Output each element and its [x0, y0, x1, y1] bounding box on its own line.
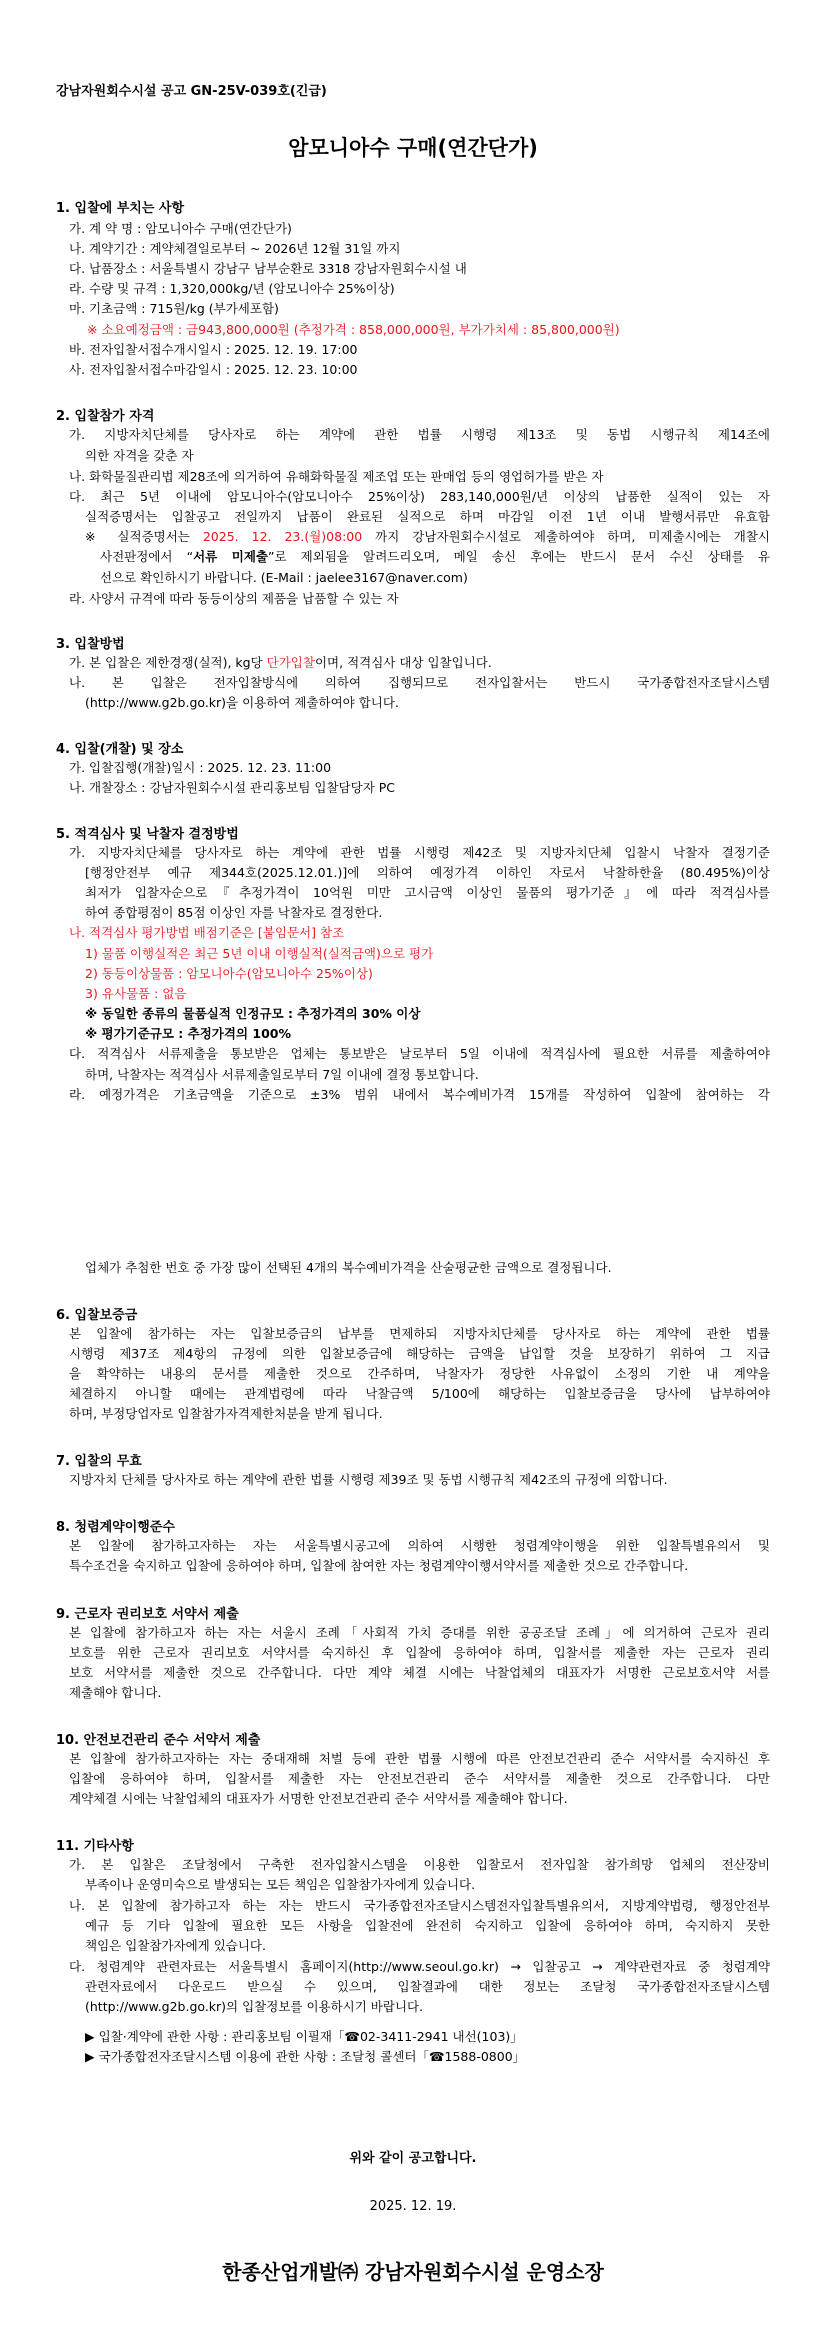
section-line: 나. 본 입찰은 전자입찰방식에 의하여 집행되므로 전자입찰서는 반드시 국가종합전자조달시스템: [69, 675, 770, 690]
section-heading: 5. 적격심사 및 낙찰자 결정방법: [56, 827, 239, 842]
section-heading: 8. 청렴계약이행준수: [56, 1520, 175, 1535]
section-line: [100, 547, 770, 566]
section-line: 나. 화학물질관리법 제28조에 의거하여 유해화학물질 제조업 또는 판매업 등의 영업허가를 받은 자: [69, 469, 604, 484]
section-line: 라. 사양서 규격에 따라 동등이상의 제품을 납품할 수 있는 자: [69, 591, 399, 606]
section-line: 가. 지방자치단체를 당사자로 하는 계약에 관한 법률 시행령 제42조 및 지방자치단체 입찰시 낙찰자 결정기준: [69, 845, 770, 860]
section-line: 을 확약하는 내용의 문서를 제출한 것으로 간주하며, 낙찰자가 정당한 사유없이 소정의 기한 내 계약을: [69, 1366, 770, 1381]
line-fragment: 이며, 적격심사 대상 입찰입니다.: [314, 655, 492, 670]
section-line: [85, 527, 770, 546]
section-heading: 6. 입찰보증금: [56, 1308, 138, 1323]
section-line: 선으로 확인하시기 바랍니다. (E-Mail : jaelee3167@naver.com): [100, 570, 468, 585]
line-fragment: 가. 본 입찰은 제한경쟁(실적), kg당: [69, 655, 267, 670]
section-line: 1) 물품 이행실적은 최근 5년 이내 이행실적(실적금액)으로 평가: [85, 946, 434, 961]
section-line: 하며, 낙찰자는 적격심사 서류제출일로부터 7일 이내에 결정 통보합니다.: [85, 1067, 479, 1082]
section-heading: 10. 안전보건관리 준수 서약서 제출: [56, 1733, 261, 1748]
section-line: 다. 최근 5년 이내에 암모니아수(암모니아수 25%이상) 283,140,000원/년 이상의 납품한 실적이 있는 자: [69, 489, 770, 504]
section-heading: 7. 입찰의 무효: [56, 1454, 142, 1469]
section-line: 계약체결 시에는 낙찰업체의 대표자가 서명한 안전보건관리 준수 서약서를 제출해야 합니다.: [69, 1791, 568, 1806]
section-line: 마. 기초금액 : 715원/kg (부가세포함): [69, 301, 279, 316]
section-line: 다. 청렴계약 관련자료는 서울특별시 홈페이지(http://www.seoul.go.kr) → 입찰공고 → 계약관련자료 중 청렴계약: [69, 1959, 770, 1974]
section-line: 라. 예정가격은 기초금액을 기준으로 ±3% 범위 내에서 복수예비가격 15개를 작성하여 입찰에 참여하는 각: [69, 1087, 770, 1102]
line-fragment: 사전판정에서 “: [100, 549, 194, 564]
section-line: 부족이나 운영미숙으로 발생되는 모든 책임은 입찰참가자에게 있습니다.: [85, 1877, 476, 1892]
section-line: 가. 지방자치단체를 당사자로 하는 계약에 관한 법률 시행령 제13조 및 동법 시행규칙 제14조에: [69, 427, 770, 442]
section-line: 업체가 추첨한 번호 중 가장 많이 선택된 4개의 복수예비가격을 산술평균한 금액으로 결정됩니다.: [85, 1260, 612, 1275]
section-line: ▶ 입찰·계약에 관한 사항 : 관리홍보팀 이필재「☎02-3411-2941 내선(103)」: [85, 2029, 523, 2044]
section-line: 본 입찰에 참가하고자하는 자는 서울특별시공고에 의하여 시행한 청렴계약이행을 위한 입찰특별유의서 및: [69, 1538, 770, 1553]
section-heading: 2. 입찰참가 자격: [56, 409, 155, 424]
section-heading: 4. 입찰(개찰) 및 장소: [56, 742, 184, 757]
section-line: 관련자료에서 다운로드 받으실 수 있으며, 입찰결과에 대한 정보는 조달청 국가종합전자조달시스템: [85, 1979, 770, 1994]
line-fragment: 까지 강남자원회수시설로 제출하여야 하며, 미제출시에는 개찰시: [362, 529, 770, 544]
section-line: 본 입찰에 참가하고자하는 자는 중대재해 처벌 등에 관한 법률 시행에 따른 안전보건관리 준수 서약서를 숙지하신 후: [69, 1751, 770, 1766]
section-line: 특수조건을 숙지하고 입찰에 응하여야 하며, 입찰에 참여한 자는 청렴계약이행서약서를 제출한 것으로 간주합니다.: [69, 1558, 689, 1573]
section-line: 2) 동등이상물품 : 암모니아수(암모니아수 25%이상): [85, 966, 373, 981]
section-line: 라. 수량 및 규격 : 1,320,000kg/년 (암모니아수 25%이상): [69, 281, 395, 296]
section-line: 실적증명서는 입찰공고 전일까지 납품이 완료된 실적으로 하며 마감일 이전 1년 이내 발행서류만 유효함: [85, 509, 770, 524]
section-line: 가. 계 약 명 : 암모니아수 구매(연간단가): [69, 221, 292, 236]
section-line: 체결하지 아니할 때에는 관계법령에 따라 낙찰금액 5/100에 해당하는 입찰보증금을 당사에 납부하여야: [69, 1386, 770, 1401]
section-line: 책임은 입찰참가자에게 있습니다.: [85, 1938, 266, 1953]
section-line: 다. 적격심사 서류제출을 통보받은 업체는 통보받은 날로부터 5일 이내에 적격심사에 필요한 서류를 제출하여야: [69, 1046, 770, 1061]
section-line: 최저가 입찰자순으로『추정가격이 10억원 미만 고시금액 이상인 물품의 평가기준』에 따라 적격심사를: [85, 885, 770, 900]
section-line: 나. 개찰장소 : 강남자원회수시설 관리홍보팀 입찰담당자 PC: [69, 780, 396, 795]
section-line: 의한 자격을 갖춘 자: [85, 448, 194, 463]
section-heading: 1. 입찰에 부치는 사항: [56, 201, 185, 216]
section-line: 나. 계약기간 : 계약체결일로부터 ~ 2026년 12월 31일 까지: [69, 241, 401, 256]
section-line: 제출해야 합니다.: [69, 1685, 162, 1700]
section-line: 보호 서약서를 제출한 것으로 간주합니다. 다만 계약 체결 시에는 낙찰업체의 대표자가 서명한 근로보호서약 서를: [69, 1665, 770, 1680]
notice-date: 2025. 12. 19.: [369, 2199, 457, 2214]
section-heading: 9. 근로자 권리보호 서약서 제출: [56, 1607, 239, 1622]
section-line: 사. 전자입찰서접수마감일시 : 2025. 12. 23. 10:00: [69, 362, 358, 377]
section-line: 하며, 부정당업자로 입찰참가자격제한처분을 받게 됩니다.: [69, 1406, 383, 1421]
section-line: 본 입찰에 참가하는 자는 입찰보증금의 납부를 면제하되 지방자치단체를 당사자로 하는 계약에 관한 법률: [69, 1326, 770, 1341]
section-line: 바. 전자입찰서접수개시일시 : 2025. 12. 19. 17:00: [69, 342, 358, 357]
section-line: [69, 653, 492, 672]
section-line: (http://www.g2b.go.kr)의 입찰정보를 이용하시기 바랍니다.: [85, 1999, 424, 2014]
section-line: 예규 등 기타 입찰에 필요한 모든 사항을 입찰전에 완전히 숙지하고 입찰에 응하여야 하며, 숙지하지 못한: [85, 1918, 770, 1933]
line-fragment: 2025. 12. 23.(월)08:00: [202, 529, 363, 544]
section-line: 보호를 위한 근로자 권리보호 서약서를 숙지하신 후 입찰에 응하여야 하며, 입찰서를 제출한 자는 근로자 권리: [69, 1645, 770, 1660]
notice-number: 강남자원회수시설 공고 GN-25V-039호(긴급): [56, 84, 327, 99]
section-line: 본 입찰에 참가하고자 하는 자는 서울시 조례「사회적 가치 증대를 위한 공공조달 조례」에 의거하여 근로자 권리: [69, 1625, 770, 1640]
section-line: 하여 종합평점이 85점 이상인 자를 낙찰자로 결정한다.: [85, 905, 383, 920]
section-line: 3) 유사물품 : 없음: [85, 986, 187, 1001]
section-line: 다. 납품장소 : 서울특별시 강남구 남부순환로 3318 강남자원회수시설 내: [69, 261, 467, 276]
section-line: 나. 본 입찰에 참가하고자 하는 자는 반드시 국가종합전자조달시스템전자입찰특별유의서, 지방계약법령, 행정안전부: [69, 1898, 770, 1913]
signature: 한종산업개발㈜ 강남자원회수시설 운영소장: [222, 2260, 604, 2284]
section-line: ※ 동일한 종류의 물품실적 인정규모 : 추정가격의 30% 이상: [85, 1006, 421, 1021]
line-fragment: ”로 제외됨을 알려드리오며, 메일 송신 후에는 반드시 문서 수신 상태를 유: [267, 549, 770, 564]
section-line: 가. 입찰집행(개찰)일시 : 2025. 12. 23. 11:00: [69, 760, 332, 775]
section-line: 시행령 제37조 제4항의 규정에 의한 입찰보증금에 해당하는 금액을 납입할 것을 보장하기 위하여 그 지급: [69, 1346, 770, 1361]
section-heading: 11. 기타사항: [56, 1839, 134, 1854]
section-heading: 3. 입찰방법: [56, 637, 125, 652]
section-line: ▶ 국가종합전자조달시스템 이용에 관한 사항 : 조달청 콜센터「☎1588-0800」: [85, 2049, 526, 2064]
section-line: ※ 평가기준규모 : 추정가격의 100%: [85, 1026, 292, 1041]
closing-text: 위와 같이 공고합니다.: [349, 2151, 477, 2166]
line-fragment: ※ 실적증명서는: [85, 529, 203, 544]
section-line: (http://www.g2b.go.kr)을 이용하여 제출하여야 합니다.: [85, 695, 399, 710]
section-line: [행정안전부 예규 제344호(2025.12.01.)]에 의하여 예정가격 이하인 자로서 낙찰하한율 (80.495%)이상: [85, 865, 770, 880]
section-line: 가. 본 입찰은 조달청에서 구축한 전자입찰시스템을 이용한 입찰로서 전자입찰 참가희망 업체의 전산장비: [69, 1857, 770, 1872]
line-fragment: 서류 미제출: [193, 549, 268, 564]
section-line: ※ 소요예정금액 : 금943,800,000원 (추정가격 : 858,000,000원, 부가가치세 : 85,800,000원): [87, 322, 620, 337]
section-line: 지방자치 단체를 당사자로 하는 계약에 관한 법률 시행령 제39조 및 동법 시행규칙 제42조의 규정에 의합니다.: [69, 1472, 668, 1487]
section-line: 나. 적격심사 평가방법 배점기준은 [붙임문서] 참조: [69, 925, 345, 940]
page-title: 암모니아수 구매(연간단가): [288, 136, 538, 160]
section-line: 입찰에 응하여야 하며, 입찰서를 제출한 자는 안전보건관리 준수 서약서를 제출한 것으로 간주합니다. 다만: [69, 1771, 770, 1786]
line-fragment: 단가입찰: [266, 655, 315, 670]
